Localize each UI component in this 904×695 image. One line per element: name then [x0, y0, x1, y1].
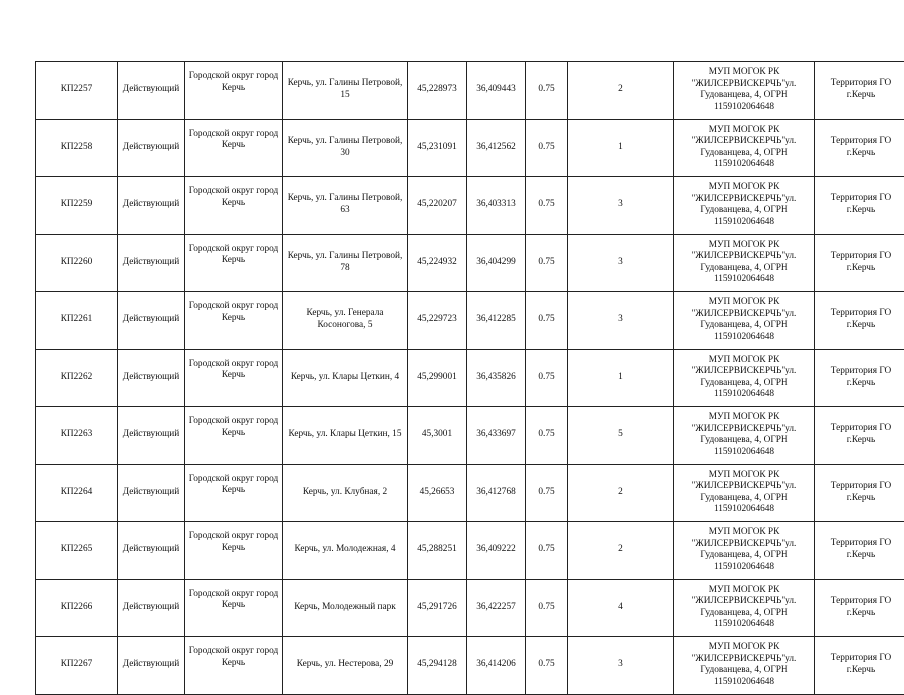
status-cell: Действующий: [118, 579, 185, 637]
table-row: [36, 234, 904, 292]
site-id-cell: КП2258: [36, 119, 118, 177]
site-id-cell: КП2263: [36, 407, 118, 465]
status-cell: Действующий: [118, 349, 185, 407]
status-cell: Действующий: [118, 177, 185, 235]
longitude-cell: 36,409222: [467, 522, 526, 580]
latitude-cell: 45,228973: [408, 62, 467, 120]
municipality-cell: Городской округ город Керчь: [185, 637, 283, 695]
latitude-cell: 45,26653: [408, 464, 467, 522]
operator-cell: МУП МОГОК РК "ЖИЛСЕРВИСКЕРЧЬ"ул. Гудованцева, 4, ОГРН 1159102064648: [674, 62, 815, 120]
site-id-cell: КП2261: [36, 292, 118, 350]
container-volume-cell: 0.75: [526, 177, 568, 235]
table-row: [36, 177, 904, 235]
latitude-cell: 45,229723: [408, 292, 467, 350]
status-cell: Действующий: [118, 62, 185, 120]
site-id-cell: КП2259: [36, 177, 118, 235]
site-id-cell: КП2266: [36, 579, 118, 637]
territory-cell: Территория ГО г.Керчь: [815, 522, 904, 580]
site-id-cell: КП2264: [36, 464, 118, 522]
municipality-cell: Городской округ город Керчь: [185, 292, 283, 350]
longitude-cell: 36,412768: [467, 464, 526, 522]
longitude-cell: 36,433697: [467, 407, 526, 465]
site-id-cell: КП2260: [36, 234, 118, 292]
territory-cell: Территория ГО г.Керчь: [815, 579, 904, 637]
status-cell: Действующий: [118, 637, 185, 695]
container-volume-cell: 0.75: [526, 464, 568, 522]
container-count-cell: 3: [568, 177, 674, 235]
longitude-cell: 36,435826: [467, 349, 526, 407]
operator-cell: МУП МОГОК РК "ЖИЛСЕРВИСКЕРЧЬ"ул. Гудованцева, 4, ОГРН 1159102064648: [674, 119, 815, 177]
municipality-cell: Городской округ город Керчь: [185, 119, 283, 177]
municipality-cell: Городской округ город Керчь: [185, 349, 283, 407]
territory-cell: Территория ГО г.Керчь: [815, 637, 904, 695]
status-cell: Действующий: [118, 407, 185, 465]
container-count-cell: 1: [568, 119, 674, 177]
site-id-cell: КП2262: [36, 349, 118, 407]
container-volume-cell: 0.75: [526, 349, 568, 407]
latitude-cell: 45,3001: [408, 407, 467, 465]
address-cell: Керчь, ул. Генерала Косоногова, 5: [283, 292, 408, 350]
container-count-cell: 3: [568, 637, 674, 695]
territory-cell: Территория ГО г.Керчь: [815, 407, 904, 465]
table-row: [36, 119, 904, 177]
operator-cell: МУП МОГОК РК "ЖИЛСЕРВИСКЕРЧЬ"ул. Гудованцева, 4, ОГРН 1159102064648: [674, 579, 815, 637]
table-row: [36, 349, 904, 407]
municipality-cell: Городской округ город Керчь: [185, 579, 283, 637]
container-count-cell: 3: [568, 292, 674, 350]
municipality-cell: Городской округ город Керчь: [185, 464, 283, 522]
container-count-cell: 3: [568, 234, 674, 292]
container-count-cell: 1: [568, 349, 674, 407]
status-cell: Действующий: [118, 464, 185, 522]
municipality-cell: Городской округ город Керчь: [185, 407, 283, 465]
container-volume-cell: 0.75: [526, 119, 568, 177]
container-volume-cell: 0.75: [526, 637, 568, 695]
longitude-cell: 36,414206: [467, 637, 526, 695]
address-cell: Керчь, ул. Галины Петровой, 78: [283, 234, 408, 292]
longitude-cell: 36,412285: [467, 292, 526, 350]
municipality-cell: Городской округ город Керчь: [185, 177, 283, 235]
municipality-cell: Городской округ город Керчь: [185, 234, 283, 292]
operator-cell: МУП МОГОК РК "ЖИЛСЕРВИСКЕРЧЬ"ул. Гудованцева, 4, ОГРН 1159102064648: [674, 349, 815, 407]
container-volume-cell: 0.75: [526, 292, 568, 350]
latitude-cell: 45,294128: [408, 637, 467, 695]
operator-cell: МУП МОГОК РК "ЖИЛСЕРВИСКЕРЧЬ"ул. Гудованцева, 4, ОГРН 1159102064648: [674, 177, 815, 235]
operator-cell: МУП МОГОК РК "ЖИЛСЕРВИСКЕРЧЬ"ул. Гудованцева, 4, ОГРН 1159102064648: [674, 637, 815, 695]
container-count-cell: 2: [568, 62, 674, 120]
site-id-cell: КП2257: [36, 62, 118, 120]
address-cell: Керчь, ул. Нестерова, 29: [283, 637, 408, 695]
status-cell: Действующий: [118, 292, 185, 350]
status-cell: Действующий: [118, 119, 185, 177]
latitude-cell: 45,224932: [408, 234, 467, 292]
operator-cell: МУП МОГОК РК "ЖИЛСЕРВИСКЕРЧЬ"ул. Гудованцева, 4, ОГРН 1159102064648: [674, 464, 815, 522]
operator-cell: МУП МОГОК РК "ЖИЛСЕРВИСКЕРЧЬ"ул. Гудованцева, 4, ОГРН 1159102064648: [674, 407, 815, 465]
longitude-cell: 36,422257: [467, 579, 526, 637]
container-sites-table: [35, 61, 904, 695]
territory-cell: Территория ГО г.Керчь: [815, 119, 904, 177]
municipality-cell: Городской округ город Керчь: [185, 522, 283, 580]
table-row: [36, 579, 904, 637]
latitude-cell: 45,291726: [408, 579, 467, 637]
table-row: [36, 62, 904, 120]
latitude-cell: 45,231091: [408, 119, 467, 177]
latitude-cell: 45,220207: [408, 177, 467, 235]
address-cell: Керчь, ул. Клары Цеткин, 4: [283, 349, 408, 407]
territory-cell: Территория ГО г.Керчь: [815, 349, 904, 407]
territory-cell: Территория ГО г.Керчь: [815, 292, 904, 350]
container-volume-cell: 0.75: [526, 407, 568, 465]
table-row: [36, 292, 904, 350]
container-volume-cell: 0.75: [526, 234, 568, 292]
status-cell: Действующий: [118, 234, 185, 292]
municipality-cell: Городской округ город Керчь: [185, 62, 283, 120]
site-id-cell: КП2267: [36, 637, 118, 695]
territory-cell: Территория ГО г.Керчь: [815, 177, 904, 235]
table-row: [36, 522, 904, 580]
table-row: [36, 464, 904, 522]
container-count-cell: 2: [568, 522, 674, 580]
longitude-cell: 36,409443: [467, 62, 526, 120]
address-cell: Керчь, ул. Молодежная, 4: [283, 522, 408, 580]
address-cell: Керчь, ул. Клубная, 2: [283, 464, 408, 522]
container-volume-cell: 0.75: [526, 579, 568, 637]
longitude-cell: 36,403313: [467, 177, 526, 235]
container-count-cell: 2: [568, 464, 674, 522]
operator-cell: МУП МОГОК РК "ЖИЛСЕРВИСКЕРЧЬ"ул. Гудованцева, 4, ОГРН 1159102064648: [674, 292, 815, 350]
territory-cell: Территория ГО г.Керчь: [815, 234, 904, 292]
address-cell: Керчь, ул. Галины Петровой, 30: [283, 119, 408, 177]
longitude-cell: 36,404299: [467, 234, 526, 292]
territory-cell: Территория ГО г.Керчь: [815, 464, 904, 522]
table-row: [36, 637, 904, 695]
container-count-cell: 5: [568, 407, 674, 465]
territory-cell: Территория ГО г.Керчь: [815, 62, 904, 120]
status-cell: Действующий: [118, 522, 185, 580]
address-cell: Керчь, Молодежный парк: [283, 579, 408, 637]
latitude-cell: 45,299001: [408, 349, 467, 407]
address-cell: Керчь, ул. Галины Петровой, 15: [283, 62, 408, 120]
container-count-cell: 4: [568, 579, 674, 637]
address-cell: Керчь, ул. Галины Петровой, 63: [283, 177, 408, 235]
operator-cell: МУП МОГОК РК "ЖИЛСЕРВИСКЕРЧЬ"ул. Гудованцева, 4, ОГРН 1159102064648: [674, 234, 815, 292]
site-id-cell: КП2265: [36, 522, 118, 580]
container-volume-cell: 0.75: [526, 522, 568, 580]
latitude-cell: 45,288251: [408, 522, 467, 580]
operator-cell: МУП МОГОК РК "ЖИЛСЕРВИСКЕРЧЬ"ул. Гудованцева, 4, ОГРН 1159102064648: [674, 522, 815, 580]
longitude-cell: 36,412562: [467, 119, 526, 177]
table-row: [36, 407, 904, 465]
container-volume-cell: 0.75: [526, 62, 568, 120]
address-cell: Керчь, ул. Клары Цеткин, 15: [283, 407, 408, 465]
